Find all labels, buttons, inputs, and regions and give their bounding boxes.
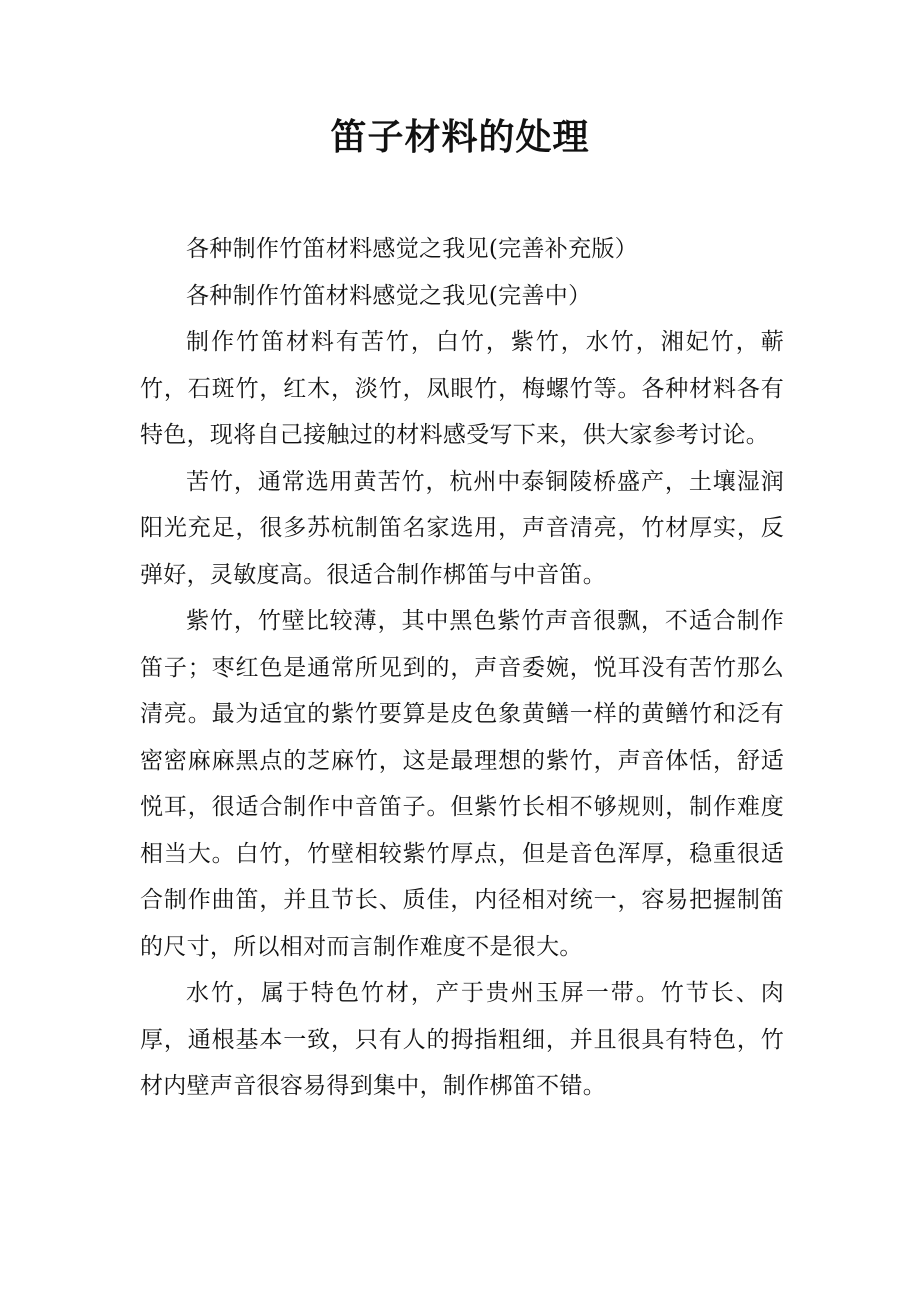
paragraph-kuzhu: 苦竹，通常选用黄苦竹，杭州中泰铜陵桥盛产，土壤湿润阳光充足，很多苏杭制笛名家选用，声音清亮，竹材厚实，反弹好，灵敏度高。很适合制作梆笛与中音笛。 bbox=[140, 468, 784, 588]
document-body bbox=[140, 226, 784, 1110]
paragraph-zizhu: 紫竹，竹壁比较薄，其中黑色紫竹声音很飘，不适合制作笛子；枣红色是通常所见到的，声音委婉，悦耳没有苦竹那么清亮。最为适宜的紫竹要算是皮色象黄鳝一样的黄鳝竹和泛有密密麻麻黑点的芝麻竹，这是最理想的紫竹，声音体恬，舒适悦耳，很适合制作中音笛子。但紫竹长相不够规则，制作难度相当大。白竹，竹壁相较紫竹厚点，但是音色浑厚，稳重很适合制作曲笛，并且节长、质佳，内径相对统一，容易把握制笛的尺寸，所以相对而言制作难度不是很大。 bbox=[140, 608, 784, 960]
paragraph-subtitle-2: 各种制作竹笛材料感觉之我见(完善中） bbox=[186, 282, 592, 309]
document-title: 笛子材料的处理 bbox=[330, 116, 590, 158]
paragraph-intro: 制作竹笛材料有苦竹，白竹，紫竹，水竹，湘妃竹，蕲竹，石斑竹，红木，淡竹，凤眼竹，梅螺竹等。各种材料各有特色，现将自己接触过的材料感受写下来，供大家参考讨论。 bbox=[140, 329, 784, 448]
paragraph-subtitle-1: 各种制作竹笛材料感觉之我见(完善补充版） bbox=[186, 236, 638, 262]
paragraph-shuizhu: 水竹，属于特色竹材，产于贵州玉屏一带。竹节长、肉厚，通根基本一致，只有人的拇指粗细，并且很具有特色，竹材内壁声音很容易得到集中，制作梆笛不错。 bbox=[140, 980, 784, 1099]
